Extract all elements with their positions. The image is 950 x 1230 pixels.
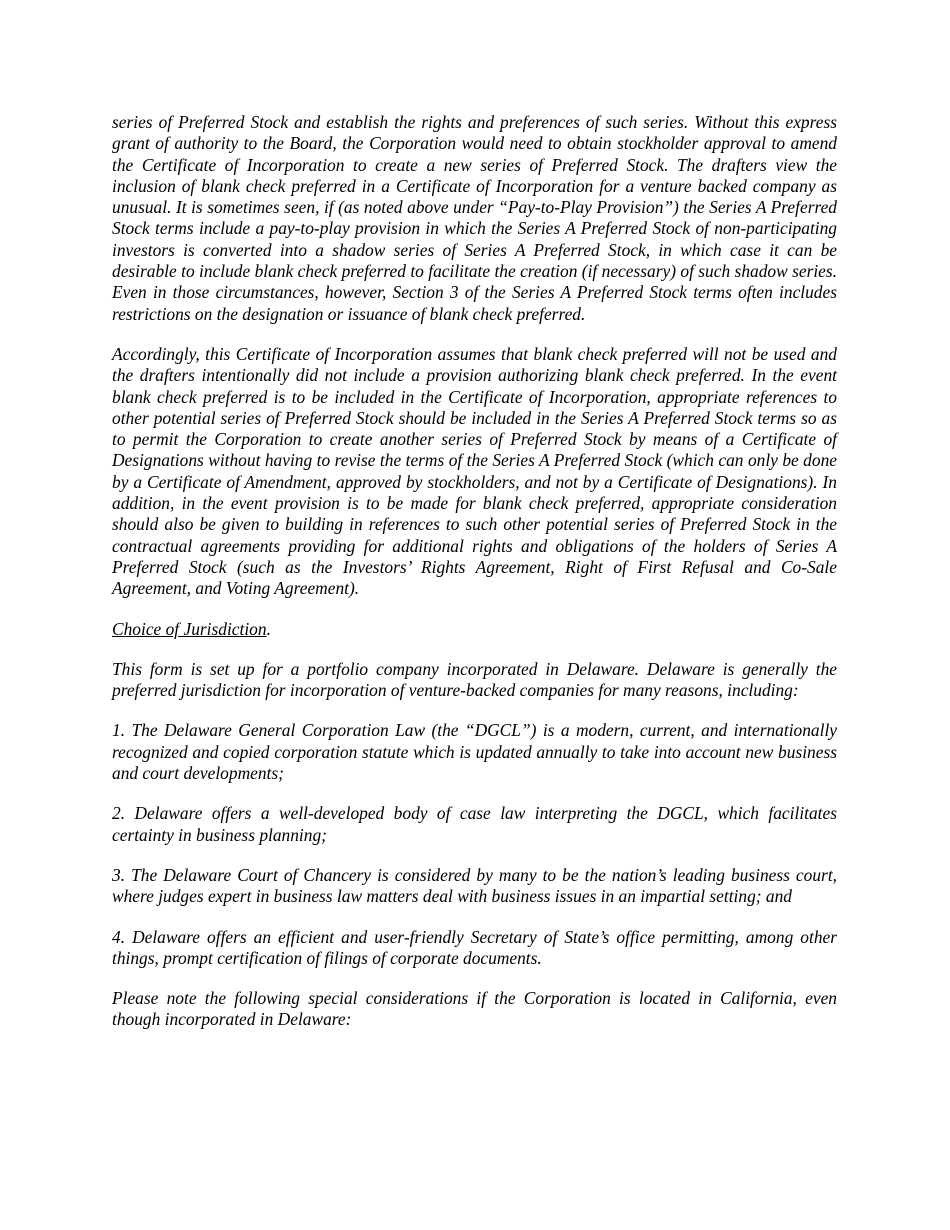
document-page (112, 112, 837, 1050)
intro-paragraph: This form is set up for a portfolio company incorporated in Delaware. Delaware is generally the preferred jurisdiction for incorporation of venture-backed companies for many reasons, including: (112, 658, 837, 701)
paragraph-blank-check-preferred: series of Preferred Stock and establish the rights and preferences of such series. Without this express grant of authority to the Board, the Corporation would need to obtain stockholder approval to amend the Certificate of Incorporation to create a new series of Preferred Stock. The drafters view the inclusion of blank check preferred in a Certificate of Incorporation for a venture backed company as unusual. It is sometimes seen, if (as noted above under “Pay-to-Play Provision”) the Series A Preferred Stock terms include a pay-to-play provision in which the Series A Preferred Stock of non-participating investors is converted into a shadow series of Series A Preferred Stock, in which case it can be desirable to include blank check preferred to facilitate the creation (if necessary) of such shadow series. Even in those circumstances, however, Section 3 of the Series A Preferred Stock terms often includes restrictions on the designation or issuance of blank check preferred. (112, 112, 837, 324)
heading-suffix: . (266, 618, 271, 639)
section-heading (112, 619, 837, 640)
list-item: 3. The Delaware Court of Chancery is considered by many to be the nation’s leading business court, where judges expert in business law matters deal with business issues in an impartial setting; and (112, 864, 837, 907)
closing-paragraph: Please note the following special considerations if the Corporation is located in California, even though incorporated in Delaware: (112, 988, 837, 1030)
list-item: 1. The Delaware General Corporation Law (the “DGCL”) is a modern, current, and internationally recognized and copied corporation statute which is updated annually to take into account new business and court developments; (112, 720, 837, 784)
list-item: 2. Delaware offers a well-developed body of case law interpreting the DGCL, which facilitates certainty in business planning; (112, 803, 837, 845)
list-item: 4. Delaware offers an efficient and user-friendly Secretary of State’s office permitting, among other things, prompt certification of filings of corporate documents. (112, 926, 837, 968)
paragraph-accordingly: Accordingly, this Certificate of Incorporation assumes that blank check preferred will not be used and the drafters intentionally did not include a provision authorizing blank check preferred. In the event blank check preferred is to be included in the Certificate of Incorporation, appropriate references to other potential series of Preferred Stock should be included in the Series A Preferred Stock terms so as to permit the Corporation to create another series of Preferred Stock by means of a Certificate of Designations without having to revise the terms of the Series A Preferred Stock (which can only be done by a Certificate of Amendment, approved by stockholders, and not by a Certificate of Designations). In addition, in the event provision is to be made for blank check preferred, appropriate consideration should also be given to building in references to such other potential series of Preferred Stock in the contractual agreements providing for additional rights and obligations of the holders of Series A Preferred Stock (such as the Investors’ Rights Agreement, Right of First Refusal and Co-Sale Agreement, and Voting Agreement). (112, 343, 837, 599)
heading-text: Choice of Jurisdiction (112, 618, 267, 639)
